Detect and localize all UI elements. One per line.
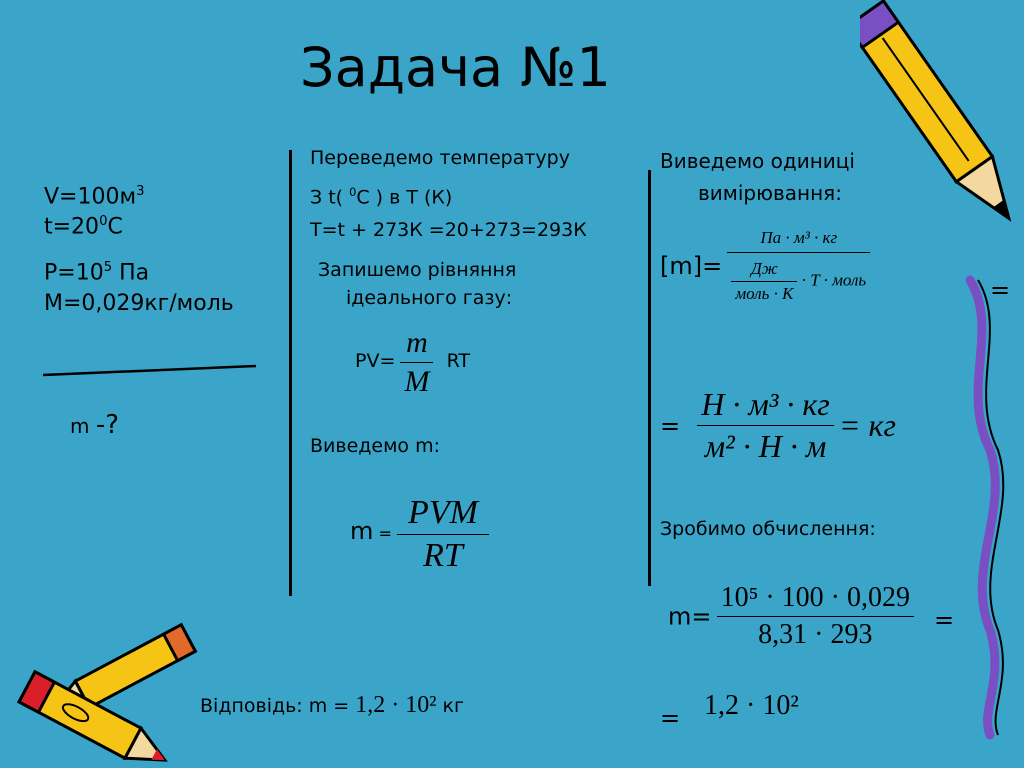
write-equation-line2: ідеального газу:: [346, 287, 513, 309]
given-temperature: $t=20^0С$: [44, 214, 123, 240]
write-equation-line1: Запишемо рівняння: [318, 259, 517, 281]
left-separator: [289, 150, 292, 596]
pencil-right-edge-icon: [960, 270, 1010, 740]
convert-title: Переведемо температуру: [310, 147, 570, 169]
unknown-mass: m -?: [70, 410, 120, 440]
calc-equals: =: [934, 606, 955, 634]
right-separator: [648, 170, 651, 586]
gas-equation: PV= $\frac{m}{M}$ RT: [355, 326, 470, 398]
calc-title: Зробимо обчислення:: [660, 518, 876, 540]
unit-simplification: = $\frac{\text{Н · м³ · кг}}{\text{м² · Н · м}}$ = кг: [660, 386, 896, 464]
pencils-bottom-left-icon: [0, 620, 210, 768]
given-divider: [40, 360, 262, 380]
given-pressure: $P=10^5$ Па: [44, 260, 150, 286]
calculation: m= $\frac{\text{10⁵ · 100 · 0,029}}{8,31 \cdot 293}$: [668, 582, 914, 651]
kelvin-formula: T=t + 273К =20+273=293К: [310, 219, 587, 241]
unit-equals-1: =: [990, 276, 1011, 304]
units-title-line2: вимірювання:: [698, 181, 842, 205]
mass-formula: m = $\frac{\text{PVM}}{RT}$: [350, 494, 489, 575]
convert-line: З t( $^0$С ) в Т (К): [310, 185, 453, 209]
answer: Відповідь: m = 1,2 · 10² кг: [200, 692, 464, 718]
derive-m-label: Виведемо m:: [310, 435, 441, 457]
result-equals: =: [660, 704, 681, 732]
unit-derivation: [m]= Па · м³ · кг $\frac{Дж}{\text{моль · К}}$ · T · моль: [660, 228, 870, 304]
page-title: Задача №1: [300, 36, 611, 99]
given-molar-mass: M=0,029кг/моль: [44, 291, 234, 316]
result-value: 1,2 · 10²: [704, 690, 799, 721]
units-title-line1: Виведемо одиниці: [660, 149, 855, 173]
given-volume: $V=100м^3$: [44, 184, 145, 210]
pencil-top-right-icon: [860, 0, 1020, 250]
